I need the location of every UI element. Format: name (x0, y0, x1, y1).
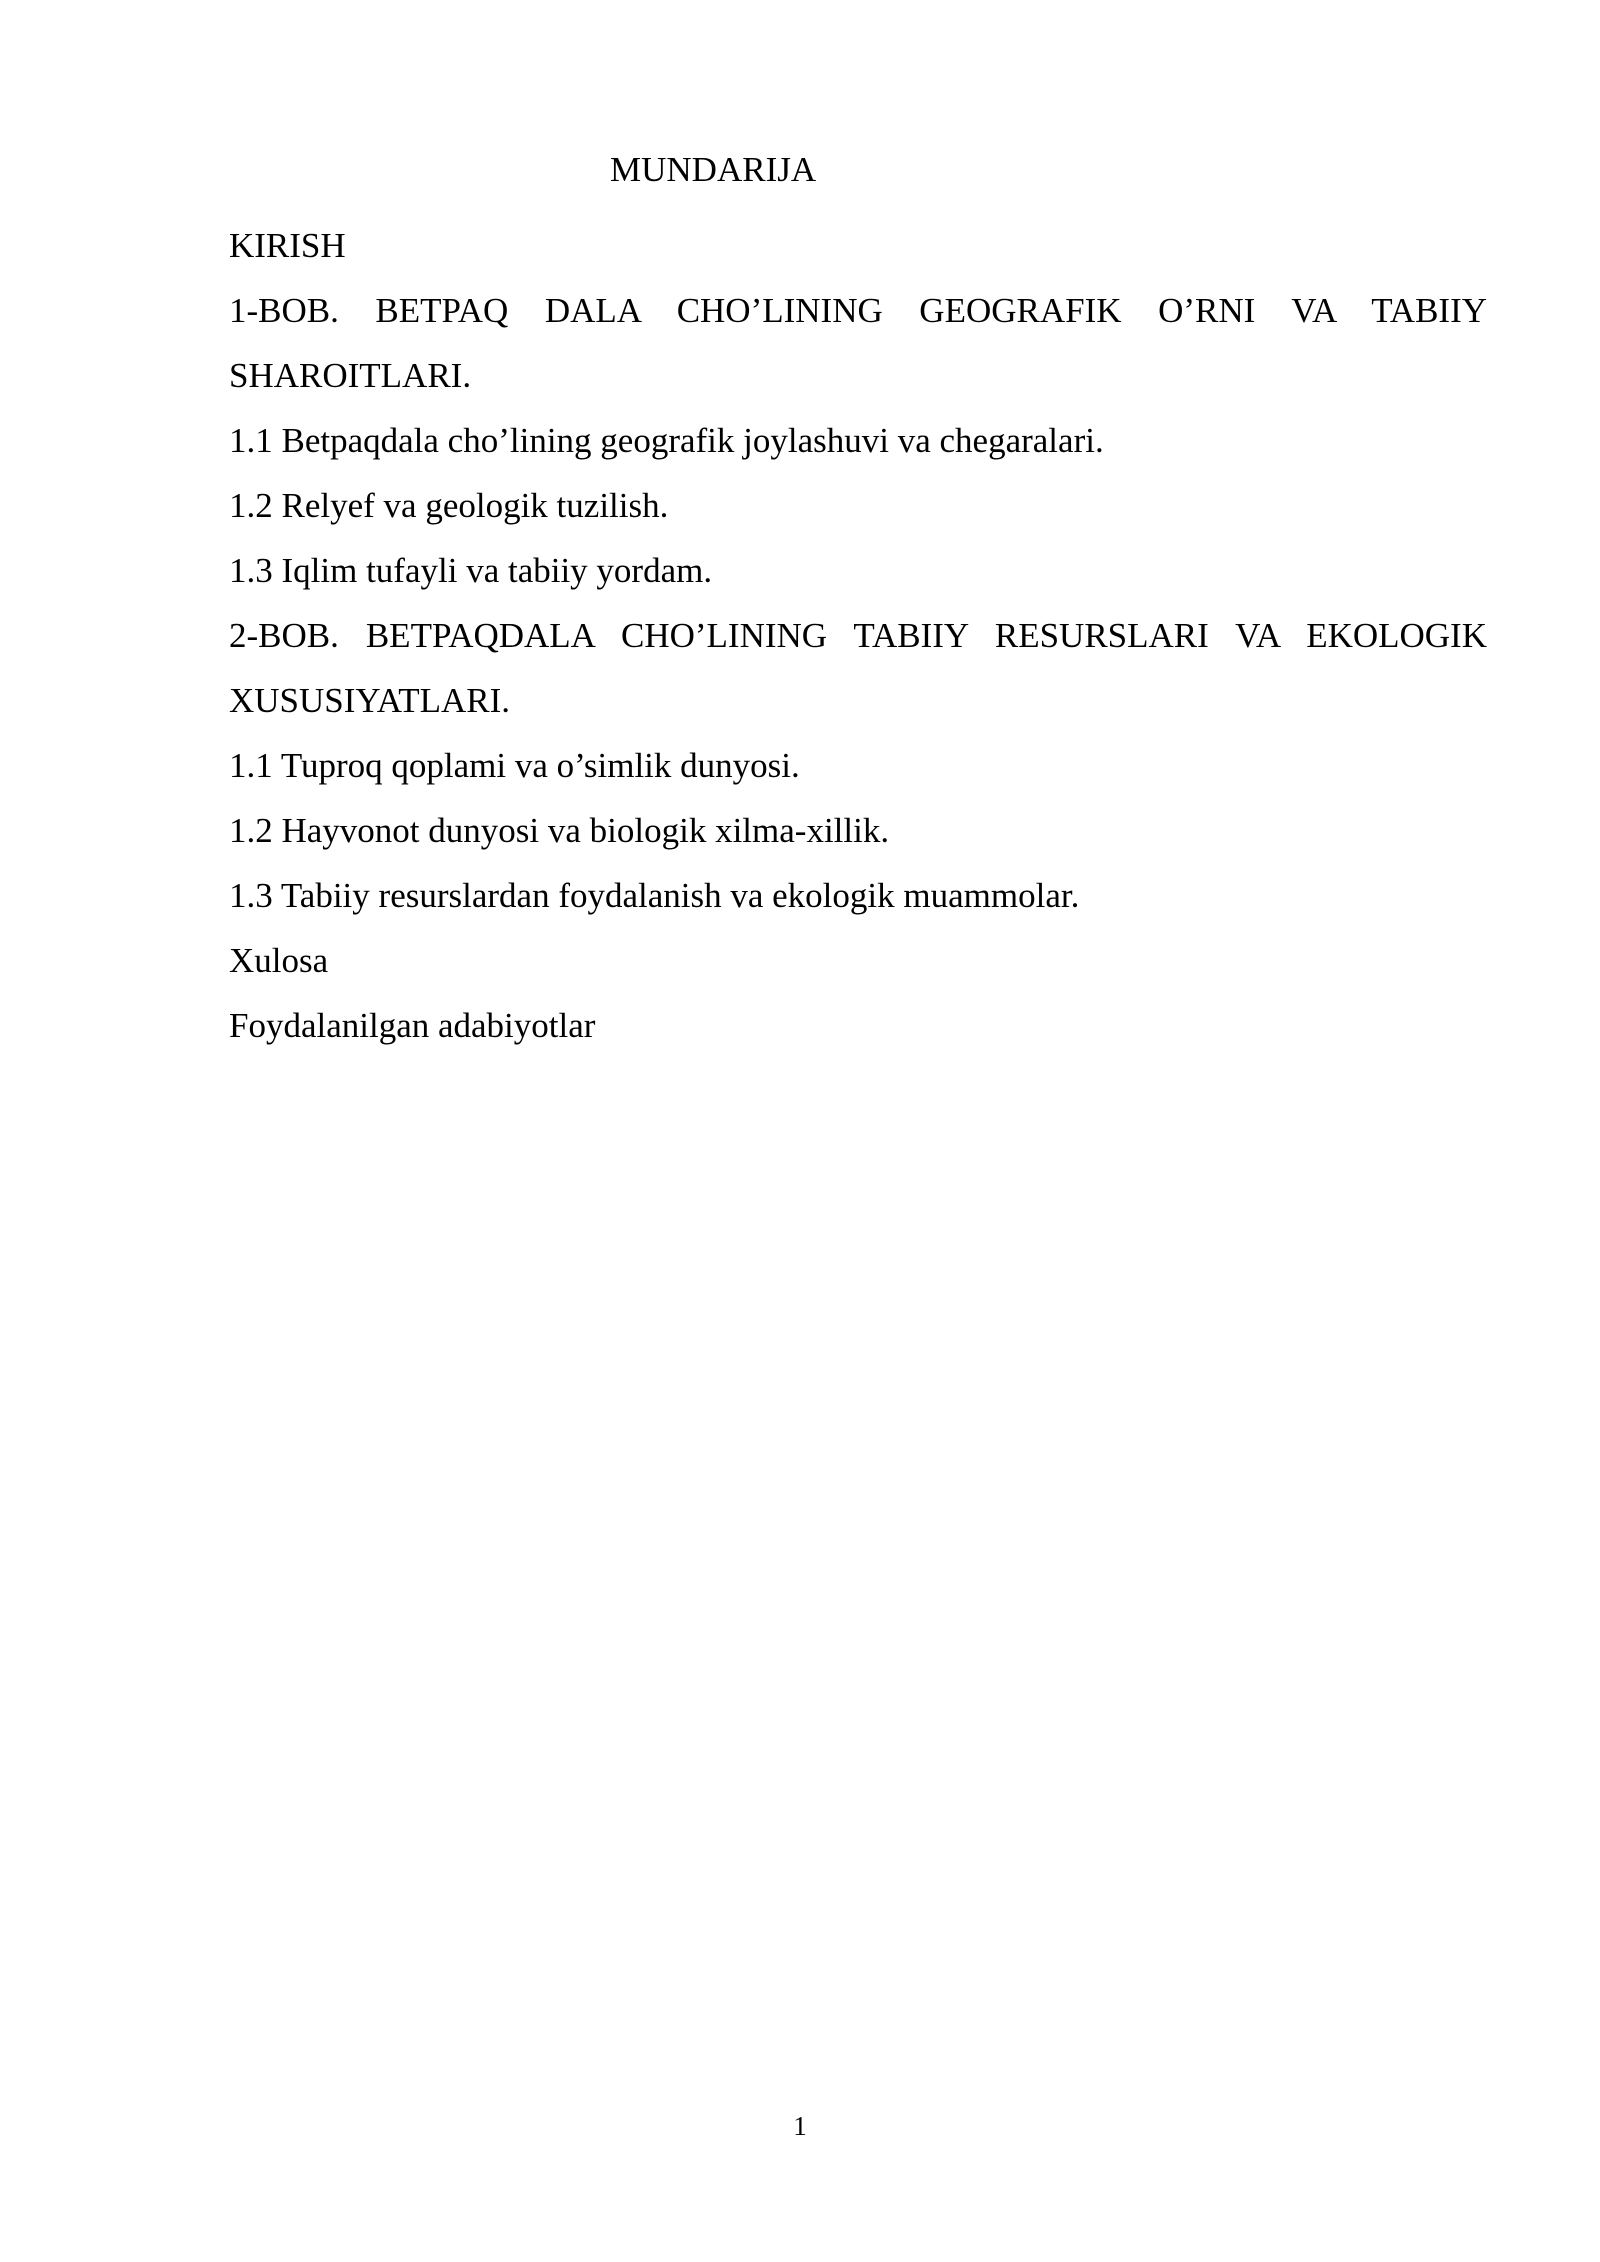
toc-entry-xulosa: Xulosa (229, 941, 329, 980)
toc-entry-2-2: 1.2 Hayvonot dunyosi va biologik xilma-xillik. (229, 811, 890, 850)
toc-entry-chapter-2: 2-BOB. BETPAQDALA CHO’LINING TABIIY RESURSLARI VA EKOLOGIK (229, 616, 1487, 655)
toc-entry-2-1: 1.1 Tuproq qoplami va o’simlik dunyosi. (229, 746, 800, 785)
toc-entry-chapter-1: 1-BOB. BETPAQ DALA CHO’LINING GEOGRAFIK O’RNI VA TABIIY (229, 291, 1487, 330)
toc-title: MUNDARIJA (610, 150, 817, 189)
table-of-contents (229, 213, 1487, 1058)
toc-entry-2-3: 1.3 Tabiiy resurslardan foydalanish va ekologik muammolar. (229, 876, 1080, 915)
toc-entry-1-3: 1.3 Iqlim tufayli va tabiiy yordam. (229, 551, 713, 590)
page-number: 1 (793, 2111, 807, 2141)
toc-entry-references: Foydalanilgan adabiyotlar (229, 1006, 596, 1045)
toc-entry-kirish: KIRISH (229, 226, 346, 265)
toc-entry-1-1: 1.1 Betpaqdala cho’lining geografik joylashuvi va chegaralari. (229, 421, 1104, 460)
toc-entry-1-2: 1.2 Relyef va geologik tuzilish. (229, 486, 669, 525)
toc-entry-chapter-2-continuation: XUSUSIYATLARI. (229, 681, 510, 720)
toc-entry-chapter-1-continuation: SHAROITLARI. (229, 356, 472, 395)
